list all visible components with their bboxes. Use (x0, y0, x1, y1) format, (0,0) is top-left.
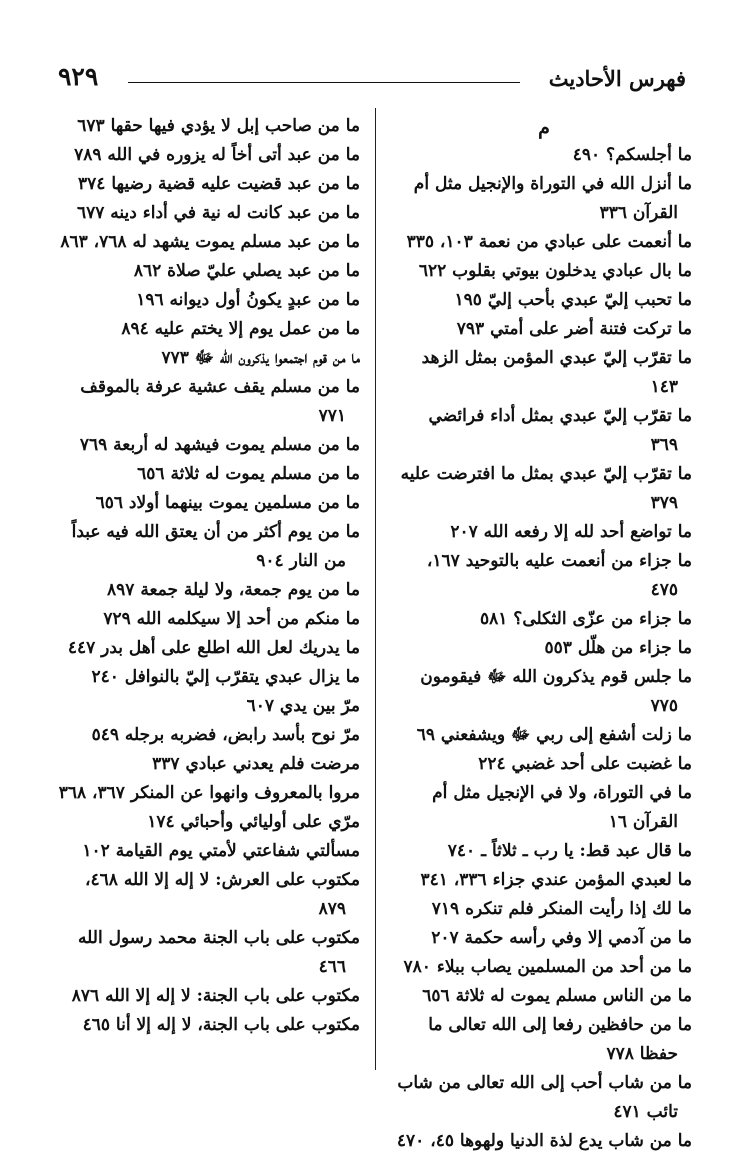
index-entry: ما من عبد مسلم يموت يشهد له ٧٦٨، ٨٦٣ (60, 232, 360, 252)
index-entry: ما من عمل يوم إلا يختم عليه ٨٩٤ (121, 319, 360, 339)
left-column (58, 112, 360, 1040)
index-entry: ما تقرّب إليّ عبدي المؤمن بمثل الزهد ١٤٣ (421, 348, 692, 397)
index-entry: ما من حافظين رفعا إلى الله تعالى ما حفظا ٧٧٨ (428, 1015, 692, 1064)
index-entry: ما قال عبد قط: يا رب ـ ثلاثاً ـ ٧٤٠ (447, 841, 692, 861)
left-entry-list (58, 112, 360, 1040)
index-entry: ما جلس قوم يذكرون الله ﷻ فيقومون ٧٧٥ (420, 667, 692, 716)
index-entry: ما لعبدي المؤمن عندي جزاء ٣٣٦، ٣٤١ (420, 870, 692, 890)
index-entry: ما من شاب يدع لذة الدنيا ولهوها ٤٥، ٤٧٠ (396, 1131, 692, 1151)
index-entry: ما غضبت على أحد غضبي ٢٢٤ (478, 754, 692, 774)
index-entry: ما من عبدٍ يكونُ أول ديوانه ١٩٦ (136, 290, 360, 310)
page-number: ٩٢٩ (58, 62, 99, 91)
index-entry: ما زلت أشفع إلى ربي ﷻ ويشفعني ٦٩ (416, 725, 692, 745)
index-entry: ما تقرّب إليّ عبدي بمثل ما افترضت عليه ٣٧٩ (400, 464, 692, 513)
index-entry: مرّ نوح بأسد رابض، فضربه برجله ٥٤٩ (91, 725, 360, 745)
index-entry: ما من يوم أكثر من أن يعتق الله فيه عبداً من النار ٩٠٤ (71, 522, 360, 571)
index-entry: ما تقرّب إليّ عبدي بمثل أداء فرائضي ٣٦٩ (428, 406, 692, 455)
index-entry: ما من مسلم يموت له ثلاثة ٦٥٦ (137, 464, 360, 484)
index-entry: مكتوب على باب الجنة محمد رسول الله ٤٦٦ (78, 928, 360, 977)
index-entry: ما من عبد أتى أخاً له يزوره في الله ٧٨٩ (74, 145, 360, 165)
index-entry: مسألتي شفاعتي لأمتي يوم القيامة ١٠٢ (82, 841, 360, 861)
right-column (396, 112, 692, 1156)
index-entry: ما من مسلم يقف عشية عرفة بالموقف ٧٧١ (80, 377, 360, 426)
index-entry: ما من شاب أحب إلى الله تعالى من شاب تائب ٤٧١ (397, 1073, 692, 1122)
section-letter: م (538, 117, 550, 139)
index-entry: مكتوب على العرش: لا إله إلا الله ٤٦٨، ٨٧٩ (85, 870, 360, 919)
index-entry: ما من عبد كانت له نية في أداء دينه ٦٧٧ (76, 203, 360, 223)
index-entry: ما بال عبادي يدخلون بيوتي بقلوب ٦٢٢ (418, 261, 692, 281)
index-entry: ما من مسلمين يموت بينهما أولاد ٦٥٦ (95, 493, 360, 513)
index-entry: مرضت فلم يعدني عبادي ٣٣٧ (152, 754, 360, 774)
column-divider (375, 108, 376, 1070)
index-entry: ما أنعمت على عبادي من نعمة ١٠٣، ٣٣٥ (406, 232, 692, 252)
header-rule (128, 82, 520, 83)
index-entry: ما في التوراة، ولا في الإنجيل مثل أم القرآن ١٦ (432, 783, 692, 832)
index-entry: ما جزاء من هلّل ٥٥٣ (544, 638, 692, 658)
index-entry: مرّي على أوليائي وأحبائي ١٧٤ (147, 812, 360, 832)
index-entry: ما جزاء من عزّى الثكلى؟ ٥٨١ (479, 609, 692, 629)
index-entry: ما جزاء من أنعمت عليه بالتوحيد ١٦٧، ٤٧٥ (426, 551, 692, 600)
index-entry: ما من مسلم يموت فيشهد له أربعة ٧٦٩ (79, 435, 360, 455)
index-entry: ما من أحد من المسلمين يصاب ببلاء ٧٨٠ (403, 957, 692, 977)
index-entry: ما يزال عبدي يتقرّب إليّ بالنوافل ٢٤٠ (91, 667, 360, 687)
page-title: فهرس الأحاديث (548, 66, 686, 91)
index-entry: ما منكم من أحد إلا سيكلمه الله ٧٢٩ (103, 609, 360, 629)
index-entry: ما تحبب إليّ عبدي بأحب إليّ ١٩٥ (454, 290, 692, 310)
index-entry: مكتوب على باب الجنة: لا إله إلا الله ٨٧٦ (71, 986, 360, 1006)
index-entry: ما من يوم جمعة، ولا ليلة جمعة ٨٩٧ (107, 580, 360, 600)
index-entry: مروا بالمعروف وانهوا عن المنكر ٣٦٧، ٣٦٨ (58, 783, 360, 803)
index-entry: ما لك إذا رأيت المنكر فلم تنكره ٧١٩ (431, 899, 692, 919)
index-entry: ما أنزل الله في التوراة والإنجيل مثل أم القرآن ٣٣٦ (413, 174, 692, 223)
page-header (58, 58, 686, 98)
index-entry: ما من عبد يصلي عليّ صلاة ٨٦٢ (133, 261, 360, 281)
index-entry: ما من الناس مسلم يموت له ثلاثة ٦٥٦ (422, 986, 692, 1006)
right-entry-list (396, 141, 692, 1156)
index-entry: ما يدريك لعل الله اطلع على أهل بدر ٤٤٧ (67, 638, 360, 658)
index-entry: ما من آدمي إلا وفي رأسه حكمة ٢٠٧ (431, 928, 692, 948)
index-entry: مرّ بين يدي ٦٠٧ (246, 696, 360, 716)
index-entry: ما من عبد قضيت عليه قضية رضيها ٣٧٤ (78, 174, 360, 194)
index-entry: مكتوب على باب الجنة، لا إله إلا أنا ٤٦٥ (82, 1015, 360, 1035)
index-entry: ما تركت فتنة أضر على أمتي ٧٩٣ (456, 319, 692, 339)
index-entry: ما أجلسكم؟ ٤٩٠ (572, 145, 692, 165)
index-entry: ما من صاحب إبل لا يؤدي فيها حقها ٦٧٣ (77, 116, 360, 136)
index-entry: ما من قوم اجتمعوا يذكرون الله ﷻ ٧٧٣ (161, 348, 360, 368)
index-entry: ما تواضع أحد لله إلا رفعه الله ٢٠٧ (450, 522, 692, 542)
